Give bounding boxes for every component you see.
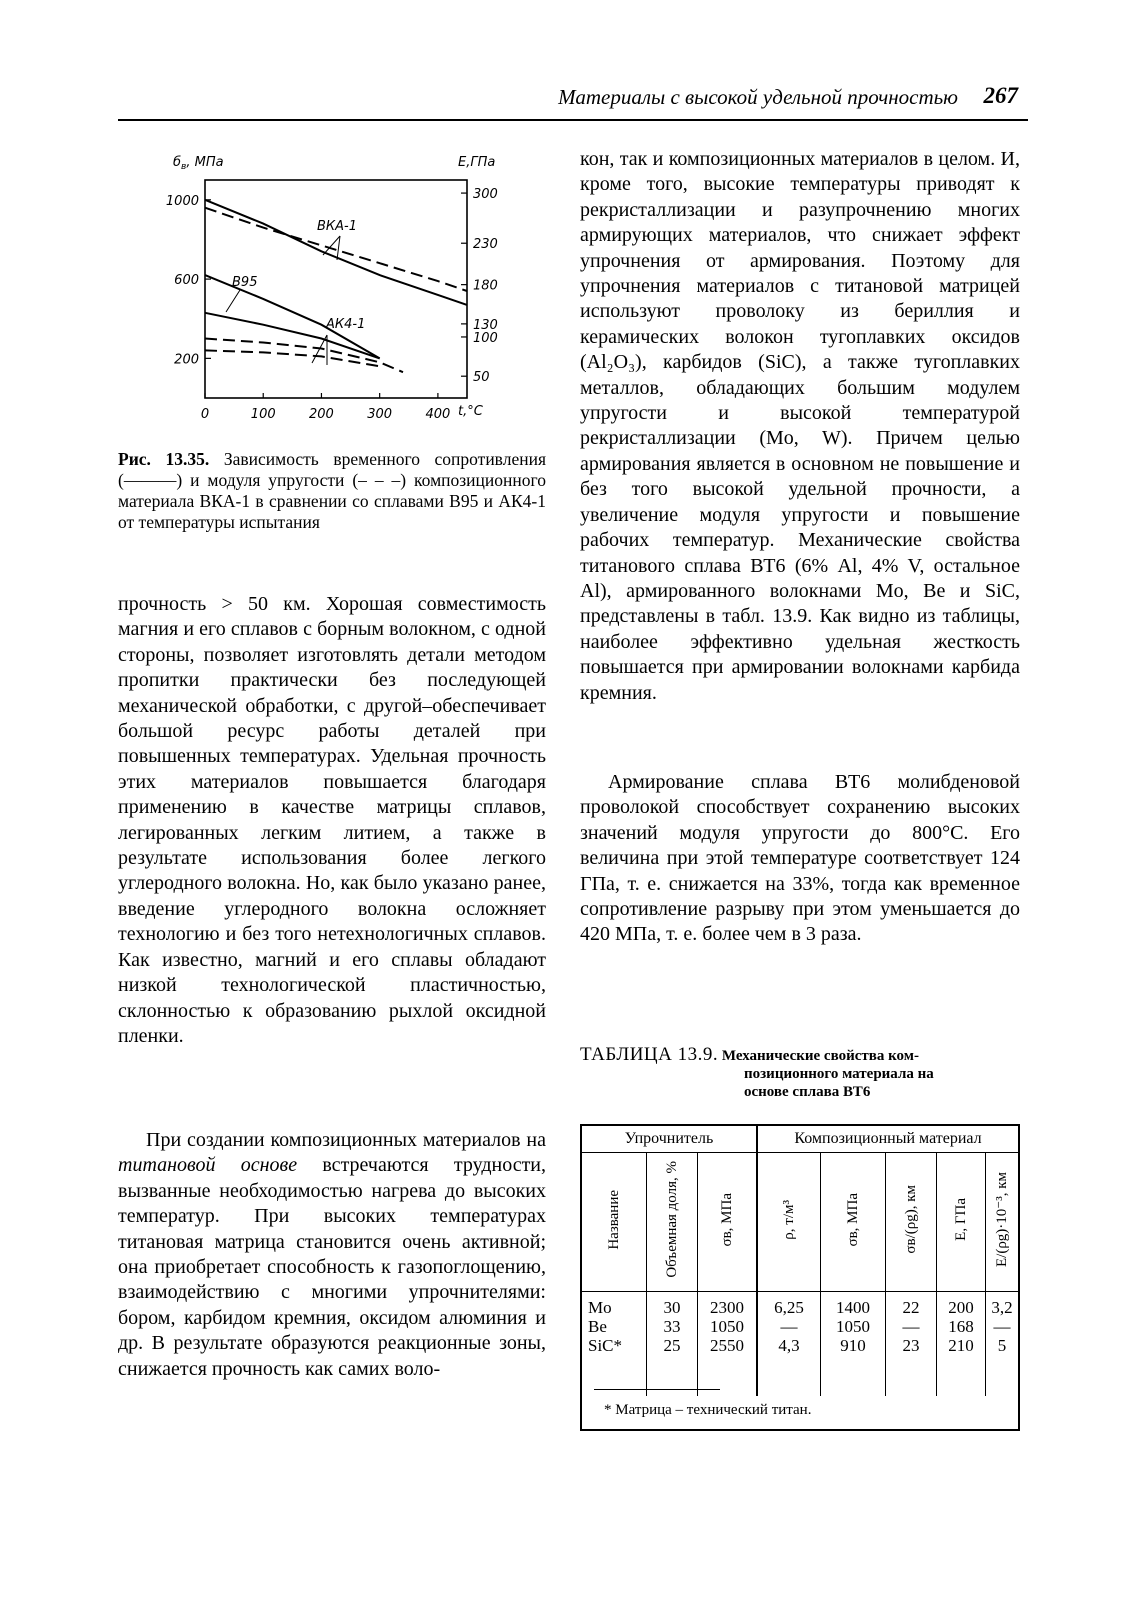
x-tick-label: 400 [425, 407, 451, 422]
y-tick-label: 600 [174, 273, 199, 289]
table-caption [580, 1046, 1020, 1101]
cell: 200 [937, 1292, 986, 1318]
col-header-specific-modulus: E/(ρg)·10⁻³, км [986, 1153, 1019, 1292]
x-tick-label: 0 [200, 407, 210, 422]
cell: 30 [647, 1292, 698, 1318]
table-row [582, 1317, 1018, 1336]
cell: Be [588, 1317, 607, 1336]
table-row [582, 1292, 1018, 1318]
cell: 22 [886, 1292, 937, 1318]
cell: 6,25 [757, 1292, 821, 1318]
table-title-3: основе сплава ВТ6 [744, 1084, 871, 1100]
y-tick-label: 1000 [165, 193, 199, 209]
x-tick-label: 200 [309, 407, 334, 422]
leader-ak41 [312, 335, 327, 363]
col-header-density: ρ, т/м³ [757, 1153, 821, 1292]
right-paragraph-2: Армирование сплава ВТ6 молибденовой проволокой способствует сохранению высоких значений модуля упругости до 800°С. Его величина при этой температуре соответствует 124 ГПа, т. е. снижается на 33%, тогда как временное сопротивление разрыву при этом уменьшается до 420 МПа, т. е. более чем в 3 раза. [580, 771, 1020, 946]
cell: 4,3 [757, 1336, 821, 1396]
cell: 3,2 [986, 1292, 1019, 1318]
right-column-top [580, 147, 1020, 706]
col-header-name: Название [582, 1153, 647, 1292]
x-tick-label: 300 [367, 407, 393, 422]
col-header-specific-strength: σв/(ρg), км [886, 1153, 937, 1292]
y2-tick-label: 180 [473, 278, 498, 294]
table-footnote: * Матрица – технический титан. [604, 1402, 812, 1418]
left-axis-title: $б_в$, МПа [173, 155, 224, 172]
y2-tick-label: 100 [473, 330, 498, 346]
page-number: 267 [983, 83, 1018, 108]
table-title-2: позиционного материала на [744, 1066, 934, 1082]
label-ak41: АК4-1 [326, 317, 366, 332]
group-header-composite: Композиционный материал [757, 1126, 1018, 1153]
leader-v95 [226, 290, 240, 312]
left-p2-italic: титановой основе [118, 1154, 298, 1177]
y2-tick-label: 50 [473, 370, 490, 386]
label-v95: В95 [232, 275, 258, 290]
y2-tick-label: 130 [473, 317, 498, 333]
cell: — [757, 1317, 821, 1336]
table-group-header [582, 1126, 1018, 1153]
right-column-middle [580, 770, 1020, 948]
cell: — [986, 1317, 1019, 1336]
table-title-1: Механические свойства ком- [721, 1048, 919, 1064]
left-p2-rest: встречаются трудности, вызванные необходимостью нагрева до высоких температур. При высоких температурах титановая матрица становится очень активной; она приобретает способность к газопоглощению, взаимодействию с многими упрочнителями: бором, карбидом кремния, оксидом алюминия и др. В результате образуются реакционные зоны, снижается прочность как самих воло- [118, 1154, 547, 1380]
right-axis-title: E,ГПа [458, 155, 496, 170]
properties-table [580, 1124, 1020, 1431]
cell: 1050 [698, 1317, 758, 1336]
cell: 33 [647, 1317, 698, 1336]
left-p2-start: При создании композиционных материалов на [146, 1129, 546, 1151]
left-paragraph-1: прочность > 50 км. Хорошая совместимость магния и его сплавов с борным волокном, с одной стороны, позволяет изготовлять детали методом пропитки практически без последующей механической обработки, с другой–обеспечивает большой ресурс работы деталей при повышенных температурах. Удельная прочность этих материалов повышается благодаря применению в качестве матрицы сплавов, легированных легким литием, а также в результате использования более легкого углеродного волокна. Но, как было указано ранее, введение углеродного волокна осложняет технологию и без того нетехнологичных сплавов. Как известно, магний и его сплавы обладают низкой технологической пластичностью, склонностью к образованию рыхлой оксидной пленки. [118, 593, 546, 1047]
label-vka1: ВКА-1 [317, 219, 358, 234]
y-tick-label: 200 [174, 352, 199, 368]
y2-tick-label: 230 [473, 237, 498, 253]
col-header-sigma-reinf: σв, МПа [698, 1153, 758, 1292]
caption-label: Рис. 13.35. [118, 449, 210, 469]
left-paragraph-2 [118, 1128, 546, 1382]
col-header-volume: Объемная доля, % [647, 1153, 698, 1292]
cell: 168 [937, 1317, 986, 1336]
modulus-curve-3 [205, 350, 380, 366]
leader-vka1 [323, 236, 340, 255]
leader-vka1-b [337, 236, 340, 260]
cell: 2550 [698, 1336, 758, 1396]
cell: 910 [821, 1336, 886, 1396]
cell: 25 [647, 1336, 698, 1396]
cell: Mo [588, 1298, 612, 1317]
running-header [118, 83, 1028, 121]
caption-text: Зависимость временного сопротивления (———) и модуля упругости (– – –) композиционного материала ВКА-1 в сравнении со сплавами В95 и АК4-1 от температуры испытания [118, 449, 546, 532]
cell: 5 [986, 1336, 1019, 1396]
table-column-headers [582, 1153, 1018, 1292]
cell: — [886, 1317, 937, 1336]
group-header-reinforcer: Упрочнитель [582, 1126, 757, 1153]
col-header-sigma-comp: σв, МПа [821, 1153, 886, 1292]
cell: 210 [937, 1336, 986, 1396]
cell: 1400 [821, 1292, 886, 1318]
y2-tick-label: 300 [473, 187, 498, 203]
header-title: Материалы с высокой удельной прочностью [558, 85, 958, 109]
left-column-bottom [118, 1128, 546, 1382]
footnote-rule [594, 1389, 720, 1390]
x-tick-label: 100 [250, 407, 276, 422]
cell: SiC* [588, 1336, 623, 1355]
right-paragraph-1: кон, так и композиционных материалов в целом. И, кроме того, высокие температуры приводят к рекристаллизации и разупрочнению многих армирующих материалов, что снижает эффект упрочнения от армирования. Поэтому для упрочнения материалов с титановой матрицей используют проволоку из бериллия и керамических волокон тугоплавких оксидов (Al₂O₃), карбидов (SiC), а также тугоплавких металлов, обладающих большим модулем упругости и высокой температурой рекристаллизации (Mo, W). Причем целью армирования является в основном не повышение и без того высокой удельной прочности, а увеличение модуля упругости и повышение рабочих температур. Механические свойства титанового сплава ВТ6 (6% Al, 4% V, остальное Al), армированного волокнами Mo, Be и SiC, представлены в табл. 13.9. Как видно из таблицы, наиболее эффективно удельная жесткость повышается при армировании волокнами карбида кремния. [580, 148, 1020, 704]
col-header-modulus: E, ГПа [937, 1153, 986, 1292]
cell: 2300 [698, 1292, 758, 1318]
table-row [582, 1336, 1018, 1396]
cell: 1050 [821, 1317, 886, 1336]
x-axis-unit: t,°C [458, 404, 483, 419]
figure-caption [118, 449, 546, 533]
figure-chart [140, 150, 540, 435]
cell: 23 [886, 1336, 937, 1396]
left-column-top [118, 592, 546, 1049]
table-label: ТАБЛИЦА 13.9. [580, 1044, 719, 1065]
